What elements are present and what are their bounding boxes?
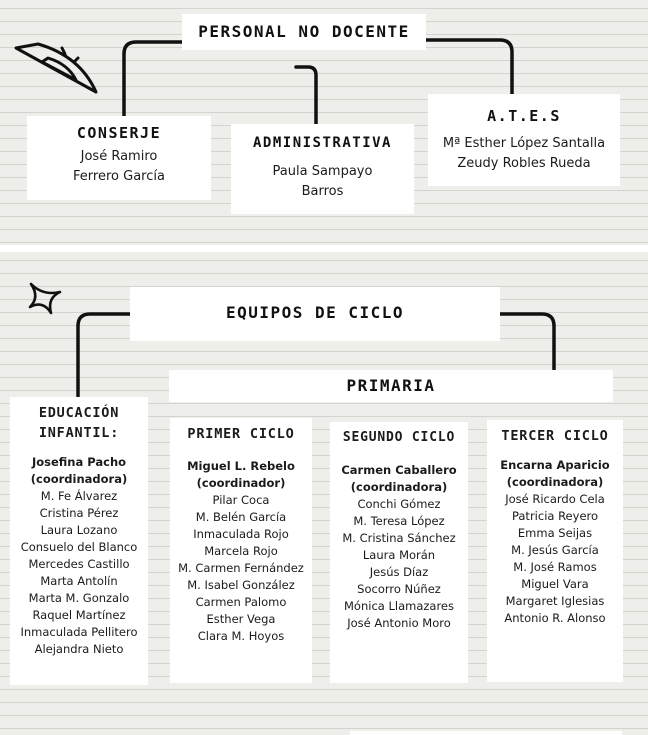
segundo-ciclo-member: M. Teresa López [353,514,445,528]
equipos-title: EQUIPOS DE CICLO [225,303,405,322]
primer-ciclo-member: Clara M. Hoyos [197,629,285,643]
segundo-ciclo-member: Conchi Gómez [357,497,441,511]
conserje-box [27,116,211,200]
primaria-title: PRIMARIA [346,376,436,395]
primer-ciclo-member: Marcela Rojo [204,544,278,558]
primer-ciclo-member: Esther Vega [206,612,276,626]
primer-ciclo-title: PRIMER CICLO [187,426,295,442]
tercer-ciclo-member: M. José Ramos [513,560,597,574]
infantil-member: M. Fe Álvarez [40,489,118,503]
segundo-ciclo-column [330,422,468,683]
infantil-member: Laura Lozano [40,523,118,537]
tercer-ciclo-member: Margaret Iglesias [505,594,605,608]
primer-ciclo-coordinator-role: (coordinador) [196,476,286,490]
segundo-ciclo-member: Mónica Llamazares [344,599,454,613]
conserje-name-line: José Ramiro [80,149,158,164]
administrativa-name-line: Barros [301,184,344,199]
ates-title: A.T.E.S [487,107,561,125]
tercer-ciclo-coordinator: Encarna Aparicio [500,458,610,472]
tercer-ciclo-coordinator-role: (coordinadora) [506,475,604,489]
primer-ciclo-column [170,418,312,683]
personal-title: PERSONAL NO DOCENTE [198,22,410,41]
personal-title-box [182,14,426,50]
segundo-ciclo-coordinator: Carmen Caballero [341,463,457,477]
infantil-member: Raquel Martínez [32,608,126,622]
primer-ciclo-member: M. Carmen Fernández [178,561,304,575]
tercer-ciclo-member: Miguel Vara [521,577,589,591]
primer-ciclo-member: M. Isabel González [187,578,295,592]
segundo-ciclo-member: Jesús Díaz [369,565,429,579]
protractor-icon [8,34,104,104]
equipos-title-box [130,287,500,341]
infantil-member: Inmaculada Pellitero [20,625,138,639]
tercer-ciclo-member: Antonio R. Alonso [504,611,606,625]
administrativa-title: ADMINISTRATIVA [252,135,392,151]
tercer-ciclo-column [487,420,623,682]
primer-ciclo-member: Pilar Coca [212,493,270,507]
infantil-title: EDUCACIÓN [38,405,120,421]
tercer-ciclo-member: Emma Seijas [517,526,593,540]
administrativa-name-line: Paula Sampayo [272,164,373,179]
infantil-member: Alejandra Nieto [34,642,124,656]
segundo-ciclo-member: Socorro Núñez [357,582,441,596]
tercer-ciclo-member: Patricia Reyero [511,509,599,523]
administrativa-box [231,124,414,214]
primer-ciclo-coordinator: Miguel L. Rebelo [187,459,295,473]
infantil-member: Mercedes Castillo [28,557,130,571]
segundo-ciclo-title: SEGUNDO CICLO [342,430,456,445]
infantil-member: Consuelo del Blanco [20,540,138,554]
segundo-ciclo-member: M. Cristina Sánchez [342,531,456,545]
tercer-ciclo-title: TERCER CICLO [501,428,609,444]
primer-ciclo-member: M. Belén García [195,510,287,524]
segundo-ciclo-coordinator-role: (coordinadora) [350,480,448,494]
ates-name-line: Mª Esther López Santalla [442,136,606,151]
infantil-member: Marta Antolín [40,574,118,588]
primer-ciclo-member: Carmen Palomo [195,595,287,609]
segundo-ciclo-member: José Antonio Moro [347,616,451,630]
sparkle-star-icon [27,280,63,316]
infantil-member: Cristina Pérez [39,506,119,520]
infantil-title: INFANTIL: [38,425,120,441]
primer-ciclo-member: Inmaculada Rojo [193,527,289,541]
conserje-name-line: Ferrero García [73,169,165,184]
primaria-box [169,370,613,402]
tercer-ciclo-member: M. Jesús García [511,543,599,557]
conserje-title: CONSERJE [76,124,162,142]
infantil-coordinator-role: (coordinadora) [30,472,128,486]
ates-name-line: Zeudy Robles Rueda [457,156,591,171]
segundo-ciclo-member: Laura Morán [362,548,436,562]
infantil-member: Marta M. Gonzalo [28,591,130,605]
infantil-coordinator: Josefina Pacho [31,455,127,469]
ates-box [428,94,620,186]
infantil-column [10,397,148,685]
tercer-ciclo-member: José Ricardo Cela [505,492,605,506]
next-section-box-partial [350,731,622,735]
